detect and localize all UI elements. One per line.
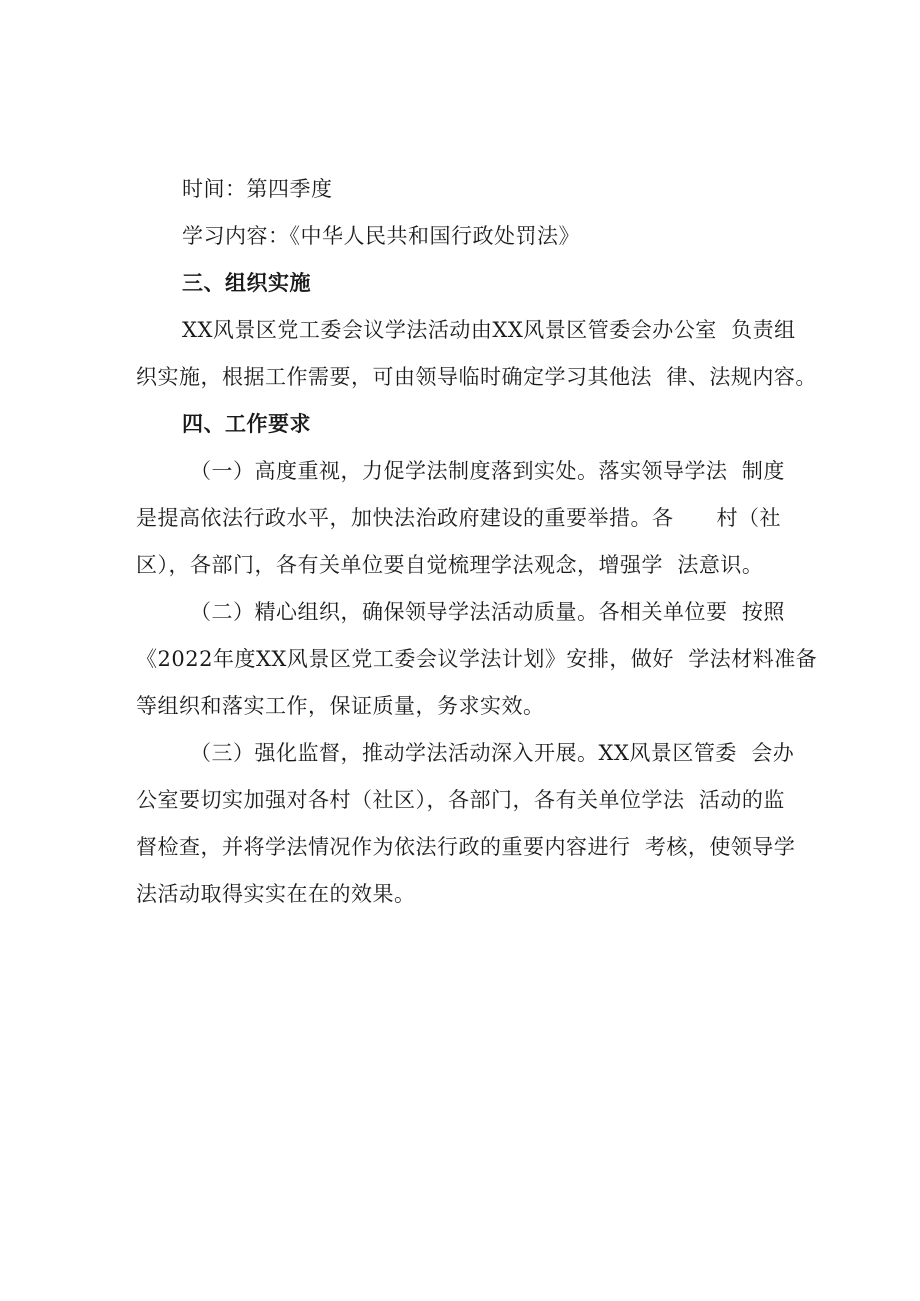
paragraph-line: 公室要切实加强对各村（社区），各部门，各有关单位学法 活动的监 [136, 788, 785, 812]
paragraph-line: （二）精心组织，确保领导学法活动质量。各相关单位要 按照 [190, 600, 785, 624]
paragraph-line: 等组织和落实工作，保证质量，务求实效。 [136, 694, 545, 718]
paragraph-line: （三）强化监督，推动学法活动深入开展。XX风景区管委 会办 [190, 741, 795, 765]
paragraph-line: 法活动取得实实在在的效果。 [136, 882, 416, 906]
study-content-line: 学习内容：《中华人民共和国行政处罚法》 [182, 224, 580, 248]
paragraph-line: 是提高依法行政水平，加快法治政府建设的重要举措。各 村（社 [136, 506, 782, 530]
section-heading-organization: 三、组织实施 [182, 271, 311, 295]
section-heading-requirements: 四、工作要求 [182, 412, 311, 436]
paragraph-line: XX风景区党工委会议学法活动由XX风景区管委会办公室 负责组 [182, 318, 796, 342]
paragraph-line: 《2022年度XX风景区党工委会议学法计划》安排，做好 学法材料准备 [136, 647, 818, 671]
paragraph-line: 区），各部门，各有关单位要自觉梳理学法观念，增强学 法意识。 [136, 553, 764, 577]
paragraph-line: 督检查，并将学法情况作为依法行政的重要内容进行 考核，使领导学 [136, 835, 796, 859]
paragraph-line: （一）高度重视，力促学法制度落到实处。落实领导学法 制度 [190, 459, 785, 483]
time-line: 时间：第四季度 [182, 177, 333, 201]
paragraph-line: 织实施，根据工作需要，可由领导临时确定学习其他法 律、法规内容。 [136, 365, 817, 389]
